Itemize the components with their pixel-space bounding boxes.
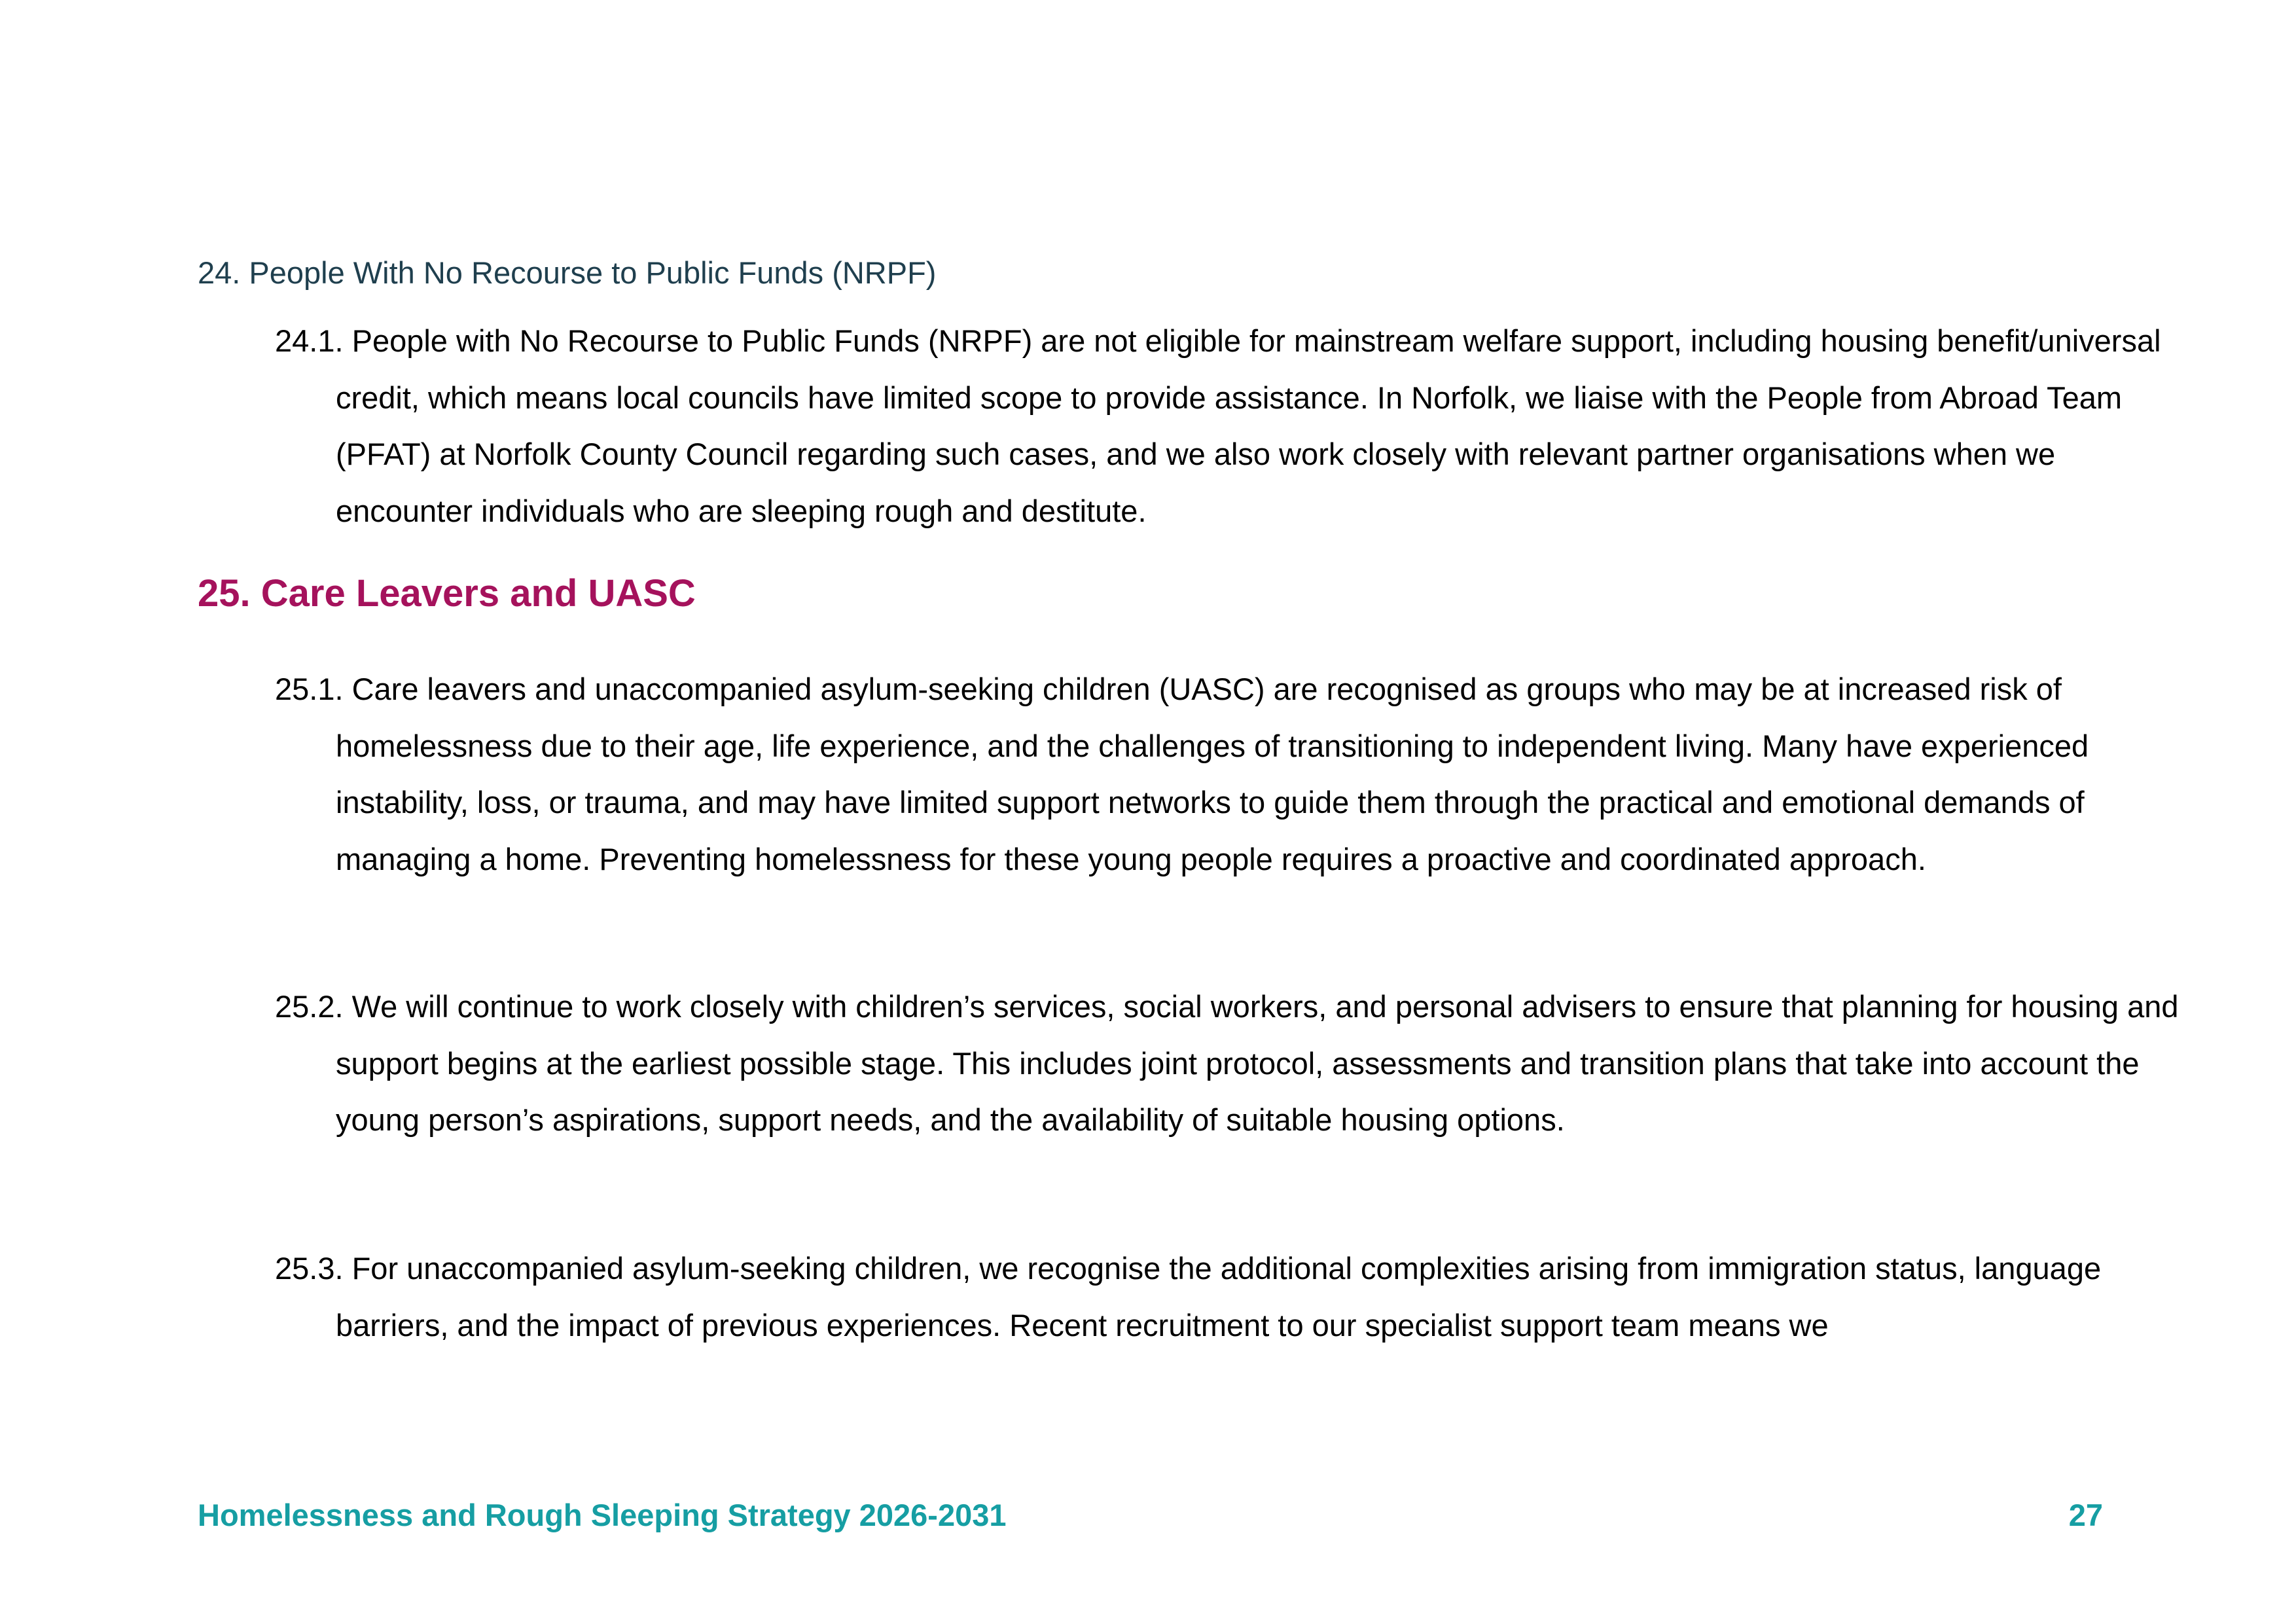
paragraph-25-2: 25.2. We will continue to work closely with children’s services, social workers, and personal advisers to ensure that planning for housing and support begins at the earliest possible stage. This includes joint protocol, assessments and transition plans that take into account the young person’s aspirations, support needs, and the availability of suitable housing options. [275,989,2179,1137]
footer-document-title: Homelessness and Rough Sleeping Strategy 2026-2031 [198,1498,1007,1532]
section-24-heading: 24. People With No Recourse to Public Funds (NRPF) [198,255,937,290]
paragraph-25-1: 25.1. Care leavers and unaccompanied asylum-seeking children (UASC) are recognised as groups who may be at increased risk of homelessness due to their age, life experience, and the challenges of transitioning to independent living. Many have experienced instability, loss, or trauma, and may have limited support networks to guide them through the practical and emotional demands of managing a home. Preventing homelessness for these young people requires a proactive and coordinated approach. [275,672,2089,876]
footer-page-number: 27 [2068,1498,2103,1532]
paragraph-24-1: 24.1. People with No Recourse to Public Funds (NRPF) are not eligible for mainstream welfare support, including housing benefit/universal credit, which means local councils have limited scope to provide assistance. In Norfolk, we liaise with the People from Abroad Team (PFAT) at Norfolk County Council regarding such cases, and we also work closely with relevant partner organisations when we encounter individuals who are sleeping rough and destitute. [275,323,2161,528]
paragraph-25-3: 25.3. For unaccompanied asylum-seeking children, we recognise the additional complexities arising from immigration status, language barriers, and the impact of previous experiences. Recent recruitment to our specialist support team means we [275,1251,2102,1343]
section-25-heading: 25. Care Leavers and UASC [198,572,696,615]
